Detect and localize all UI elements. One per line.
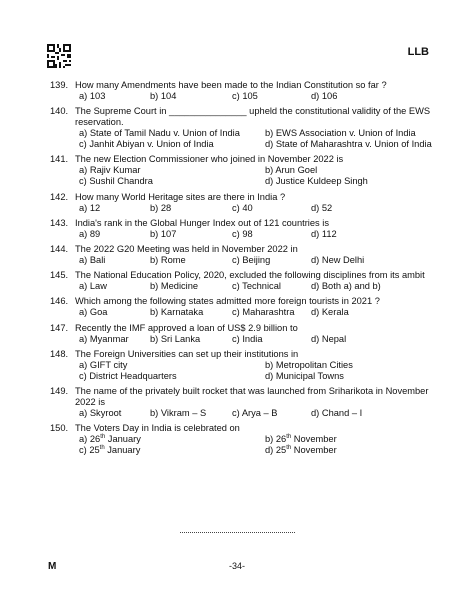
options-grid xyxy=(79,360,440,382)
option-text: 52 xyxy=(321,202,333,213)
option-text: Janhit Abiyan v. Union of India xyxy=(89,139,214,150)
question-text: Recently the IMF approved a loan of US$ 2.9 billion to xyxy=(75,322,298,333)
question-text: How many Amendments have been made to the Indian Constitution so far ? xyxy=(75,80,387,90)
option-letter: b) xyxy=(265,434,276,445)
answer-option xyxy=(232,91,311,102)
option-text: 25 xyxy=(89,445,100,456)
option-text: 28 xyxy=(160,202,172,213)
option-text: Law xyxy=(89,281,107,292)
options-grid xyxy=(79,408,440,419)
option-text: District Headquarters xyxy=(89,370,177,381)
answer-option xyxy=(311,229,440,240)
answer-option xyxy=(79,91,150,102)
question-text: The 2022 G20 Meeting was held in November 2022 in xyxy=(75,243,298,254)
option-letter: d) xyxy=(311,91,322,101)
answer-option xyxy=(311,203,440,214)
option-text: Sushil Chandra xyxy=(89,176,153,187)
answer-option xyxy=(79,434,265,445)
question-item xyxy=(50,192,440,214)
answer-option xyxy=(265,128,440,139)
answer-option xyxy=(79,445,265,456)
option-letter: d) xyxy=(265,370,276,381)
question-text: The new Election Commissioner who joined in November 2022 is xyxy=(75,154,344,165)
page-number: -34- xyxy=(228,561,245,571)
answer-option xyxy=(232,408,311,419)
option-text: GIFT city xyxy=(89,359,128,370)
answer-option xyxy=(311,307,440,318)
option-letter: c) xyxy=(232,407,242,418)
option-text-suffix: January xyxy=(105,434,141,445)
option-text: Goa xyxy=(89,307,108,318)
options-grid xyxy=(79,334,440,345)
question-item xyxy=(50,80,440,102)
answer-option xyxy=(79,281,150,292)
question-item xyxy=(50,154,440,187)
answer-option xyxy=(265,139,440,150)
answer-option xyxy=(265,360,440,371)
answer-option xyxy=(232,229,311,240)
question-item xyxy=(50,244,440,266)
question-number: 147. xyxy=(50,322,69,333)
option-letter: c) xyxy=(79,176,90,187)
question-item xyxy=(50,349,440,382)
question-item xyxy=(50,106,440,150)
footer-mark: M xyxy=(48,561,57,572)
question-item xyxy=(50,423,440,456)
option-letter: c) xyxy=(232,91,243,101)
option-letter: a) xyxy=(79,333,90,344)
question-text: The Foreign Universities can set up their institutions in xyxy=(75,348,299,359)
answer-option xyxy=(311,281,440,292)
option-text: Skyroot xyxy=(89,407,122,418)
question-text: How many World Heritage sites are there in India ? xyxy=(75,191,286,202)
answer-option xyxy=(79,139,265,150)
option-text: Chand – I xyxy=(321,407,363,418)
answer-option xyxy=(150,203,232,214)
option-letter: d) xyxy=(311,228,322,239)
answer-option xyxy=(150,229,232,240)
question-number: 140. xyxy=(50,106,69,117)
answer-option xyxy=(265,445,440,456)
option-letter: c) xyxy=(232,281,243,292)
question-number: 139. xyxy=(50,80,69,90)
answer-option xyxy=(150,91,232,102)
answer-option xyxy=(79,360,265,371)
question-number: 143. xyxy=(50,217,69,228)
answer-option xyxy=(311,334,440,345)
options-grid xyxy=(79,91,440,102)
option-letter: a) xyxy=(79,434,90,445)
option-text: Arun Goel xyxy=(275,165,318,176)
option-text: 106 xyxy=(321,91,338,101)
option-text: Arya – B xyxy=(241,407,278,418)
option-text: Beijing xyxy=(242,254,271,265)
option-text: Myanmar xyxy=(89,333,129,344)
answer-option xyxy=(150,307,232,318)
question-number: 142. xyxy=(50,191,69,202)
option-letter: b) xyxy=(150,307,161,318)
option-text: 98 xyxy=(242,228,253,239)
answer-option xyxy=(150,255,232,266)
answer-option xyxy=(265,165,440,176)
option-text: India xyxy=(242,333,263,344)
option-letter: a) xyxy=(79,202,90,213)
question-item xyxy=(50,218,440,240)
option-text: Medicine xyxy=(160,281,199,292)
option-letter: d) xyxy=(311,333,322,344)
answer-option xyxy=(79,408,150,419)
option-letter: c) xyxy=(232,202,243,213)
answer-option xyxy=(79,176,265,187)
answer-option xyxy=(265,371,440,382)
option-text: 40 xyxy=(242,202,253,213)
options-grid xyxy=(79,165,440,187)
option-superscript: th xyxy=(99,445,105,452)
option-text: 89 xyxy=(89,228,101,239)
option-text: Vikram – S xyxy=(160,407,207,418)
qr-code-icon xyxy=(47,44,71,68)
option-text: Maharashtra xyxy=(242,307,295,318)
question-number: 150. xyxy=(50,423,69,434)
option-letter: a) xyxy=(79,254,90,265)
option-text: 26 xyxy=(89,434,101,445)
option-letter: c) xyxy=(232,333,243,344)
option-text: Municipal Towns xyxy=(275,370,344,381)
question-item xyxy=(50,270,440,292)
answer-option xyxy=(265,176,440,187)
option-text: 112 xyxy=(321,228,337,239)
question-text: The Supreme Court in _______________ upheld the constitutional validity of the EWS reservation. xyxy=(75,106,431,128)
option-letter: c) xyxy=(79,139,90,150)
option-letter: a) xyxy=(79,228,90,239)
answer-option xyxy=(79,165,265,176)
options-grid xyxy=(79,307,440,318)
answer-option xyxy=(79,203,150,214)
option-letter: d) xyxy=(311,281,322,292)
option-letter: c) xyxy=(79,370,90,381)
question-list xyxy=(50,80,440,460)
answer-option xyxy=(150,334,232,345)
option-superscript: th xyxy=(286,434,292,441)
answer-option xyxy=(311,91,440,102)
option-superscript: th xyxy=(100,434,106,441)
question-number: 144. xyxy=(50,243,69,254)
option-text: Rajiv Kumar xyxy=(89,165,141,176)
answer-option xyxy=(79,255,150,266)
answer-option xyxy=(232,281,311,292)
answer-option xyxy=(79,307,150,318)
option-text: Nepal xyxy=(321,333,347,344)
options-grid xyxy=(79,128,440,150)
answer-option xyxy=(79,229,150,240)
option-letter: a) xyxy=(79,407,90,418)
options-grid xyxy=(79,203,440,214)
answer-option xyxy=(79,128,265,139)
option-text: 107 xyxy=(160,228,177,239)
option-text: Justice Kuldeep Singh xyxy=(275,176,368,187)
option-text: Sri Lanka xyxy=(160,333,201,344)
option-text-suffix: January xyxy=(104,445,141,456)
question-text: The Voters Day in India is celebrated on xyxy=(75,423,240,434)
option-text: Karnataka xyxy=(160,307,204,318)
option-letter: d) xyxy=(311,407,322,418)
option-letter: d) xyxy=(265,176,276,187)
option-text: EWS Association v. Union of India xyxy=(275,128,416,139)
option-text: Bali xyxy=(89,254,106,265)
option-letter: b) xyxy=(150,202,161,213)
question-item xyxy=(50,296,440,318)
option-letter: b) xyxy=(265,128,276,139)
question-number: 149. xyxy=(50,385,69,396)
option-letter: c) xyxy=(232,228,243,239)
option-text: 26 xyxy=(275,434,287,445)
option-letter: b) xyxy=(150,281,161,292)
option-letter: b) xyxy=(150,254,161,265)
option-text: 103 xyxy=(89,91,106,101)
option-letter: c) xyxy=(79,445,90,456)
option-text: Both a) and b) xyxy=(321,281,381,292)
options-grid xyxy=(79,255,440,266)
end-divider xyxy=(180,532,295,533)
option-text-suffix: November xyxy=(291,434,337,445)
options-grid xyxy=(79,281,440,292)
option-letter: d) xyxy=(265,445,276,456)
question-number: 146. xyxy=(50,296,69,307)
answer-option xyxy=(311,255,440,266)
answer-option xyxy=(232,255,311,266)
option-text: State of Tamil Nadu v. Union of India xyxy=(89,128,240,139)
option-letter: d) xyxy=(311,307,322,318)
option-letter: b) xyxy=(150,91,161,101)
answer-option xyxy=(232,203,311,214)
option-letter: d) xyxy=(265,139,276,150)
option-letter: d) xyxy=(311,254,322,265)
question-text: Which among the following states admitted more foreign tourists in 2021 ? xyxy=(75,296,380,307)
option-letter: a) xyxy=(79,91,90,101)
option-letter: b) xyxy=(265,359,276,370)
options-grid xyxy=(79,229,440,240)
answer-option xyxy=(311,408,440,419)
question-text: The National Education Policy, 2020, excluded the following disciplines from its ambit xyxy=(75,270,425,281)
option-text: Rome xyxy=(160,254,186,265)
option-letter: b) xyxy=(150,333,161,344)
option-letter: a) xyxy=(79,128,90,139)
option-letter: c) xyxy=(232,307,243,318)
question-number: 141. xyxy=(50,154,69,165)
answer-option xyxy=(265,434,440,445)
question-number: 145. xyxy=(50,270,69,281)
option-letter: d) xyxy=(311,202,322,213)
option-text: 104 xyxy=(160,91,177,101)
question-item xyxy=(50,323,440,345)
answer-option xyxy=(79,371,265,382)
option-text: State of Maharashtra v. Union of India xyxy=(275,139,432,150)
option-letter: a) xyxy=(79,165,90,176)
option-text: Metropolitan Cities xyxy=(275,359,353,370)
option-letter: a) xyxy=(79,359,90,370)
option-superscript: th xyxy=(286,445,292,452)
answer-option xyxy=(150,281,232,292)
option-letter: b) xyxy=(150,228,161,239)
question-text: The name of the privately built rocket that was launched from Sriharikota in November 2022 is xyxy=(75,385,429,407)
option-letter: b) xyxy=(265,165,276,176)
answer-option xyxy=(232,307,311,318)
option-text: New Delhi xyxy=(321,254,365,265)
option-letter: b) xyxy=(150,407,161,418)
option-letter: a) xyxy=(79,281,90,292)
option-letter: c) xyxy=(232,254,243,265)
option-text: 25 xyxy=(275,445,287,456)
option-text: 105 xyxy=(242,91,258,101)
options-grid xyxy=(79,434,440,456)
answer-option xyxy=(150,408,232,419)
option-letter: a) xyxy=(79,307,90,318)
answer-option xyxy=(79,334,150,345)
option-text: Technical xyxy=(242,281,281,292)
question-text: India's rank in the Global Hunger Index out of 121 countries is xyxy=(75,217,329,228)
paper-code: LLB xyxy=(407,46,429,58)
option-text-suffix: November xyxy=(291,445,337,456)
answer-option xyxy=(232,334,311,345)
question-number: 148. xyxy=(50,348,69,359)
option-text: Kerala xyxy=(321,307,349,318)
question-item xyxy=(50,386,440,419)
option-text: 12 xyxy=(89,202,101,213)
